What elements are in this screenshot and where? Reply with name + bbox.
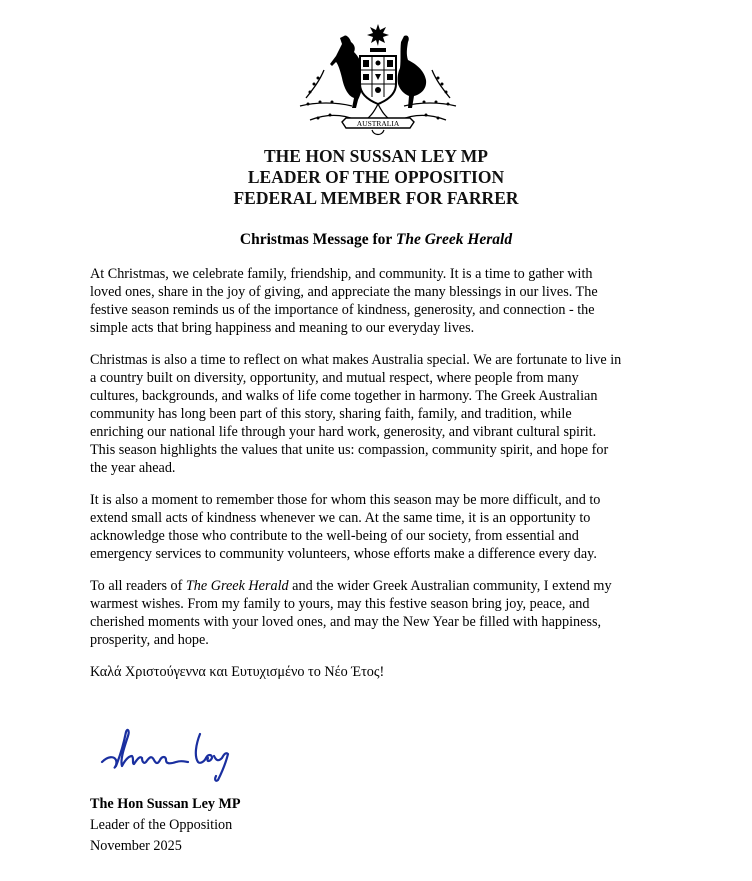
letterhead-role: LEADER OF THE OPPOSITION	[247, 167, 505, 187]
text-line: warmest wishes. From my family to yours, may this festive season bring joy, peace, and	[90, 596, 590, 612]
paragraph-4	[90, 577, 670, 649]
paragraph-3	[90, 491, 670, 563]
text-line: loved ones, share in the joy of giving, and appreciate the many blessings in our lives. The	[90, 284, 598, 300]
title-publication: The Greek Herald	[395, 231, 513, 248]
text-line: cultures, backgrounds, and walks of life come together in harmony. The Greek Australian	[90, 388, 598, 404]
letterhead	[0, 146, 752, 209]
text-line: Christmas is also a time to reflect on what makes Australia special. We are fortunate to live in	[90, 352, 622, 368]
letterhead-name: THE HON SUSSAN LEY MP	[264, 146, 488, 166]
text-line: enriching our national life through your hard work, generosity, and vibrant cultural spirit.	[90, 424, 597, 440]
text-line: This season highlights the values that unite us: compassion, community spirit, and hope for	[90, 442, 609, 458]
text-line: prosperity, and hope.	[90, 632, 209, 648]
document-title	[0, 230, 752, 250]
paragraph-2	[90, 351, 670, 477]
text-line: emergency services to community volunteers, whose efforts make a difference every day.	[90, 546, 597, 562]
letterhead-electorate: FEDERAL MEMBER FOR FARRER	[233, 188, 519, 208]
text-line: a country built on diversity, opportunity, and mutual respect, where people from many	[90, 370, 579, 386]
australian-coat-of-arms-icon	[296, 22, 460, 140]
text-line: Καλά Χριστούγεννα και Ευτυχισμένο το Νέο Έτος!	[90, 664, 385, 680]
commonwealth-star-icon	[367, 24, 389, 46]
text-line: It is also a moment to remember those for whom this season may be more difficult, and to	[90, 492, 601, 508]
signature-stroke	[102, 730, 228, 781]
text-line: simple acts that bring happiness and meaning to our everyday lives.	[90, 320, 475, 336]
greek-greeting	[90, 663, 670, 681]
text-segment: To all readers of	[90, 578, 186, 594]
signatory-name: The Hon Sussan Ley MP	[90, 796, 241, 812]
letter-body	[90, 265, 670, 695]
text-line: festive season reminds us of the importance of kindness, generosity, and connection - the	[90, 302, 595, 318]
text-line: the year ahead.	[90, 460, 176, 476]
text-line: extend small acts of kindness whenever we can. At the same time, it is an opportunity to	[90, 510, 591, 526]
publication-name: The Greek Herald	[185, 578, 289, 594]
letter-date: November 2025	[90, 838, 182, 854]
signatory-role: Leader of the Opposition	[90, 817, 233, 833]
text-line	[90, 577, 670, 595]
text-line: acknowledge those who contribute to the well-being of our society, from essential and	[90, 528, 579, 544]
text-segment: and the wider Greek Australian community, I extend my	[288, 578, 612, 594]
title-prefix: Christmas Message for	[239, 231, 396, 248]
sign-off	[90, 794, 241, 857]
text-line: At Christmas, we celebrate family, friendship, and community. It is a time to gather with	[90, 266, 593, 282]
kangaroo-icon	[330, 35, 363, 108]
text-line: cherished moments with your loved ones, and may the New Year be filled with happiness,	[90, 614, 602, 630]
text-line: community has long been part of this story, sharing faith, family, and tradition, while	[90, 406, 572, 422]
scroll-text: AUSTRALIA	[356, 119, 400, 128]
emu-icon	[398, 35, 427, 108]
paragraph-1	[90, 265, 670, 337]
handwritten-signature-icon	[96, 726, 241, 784]
